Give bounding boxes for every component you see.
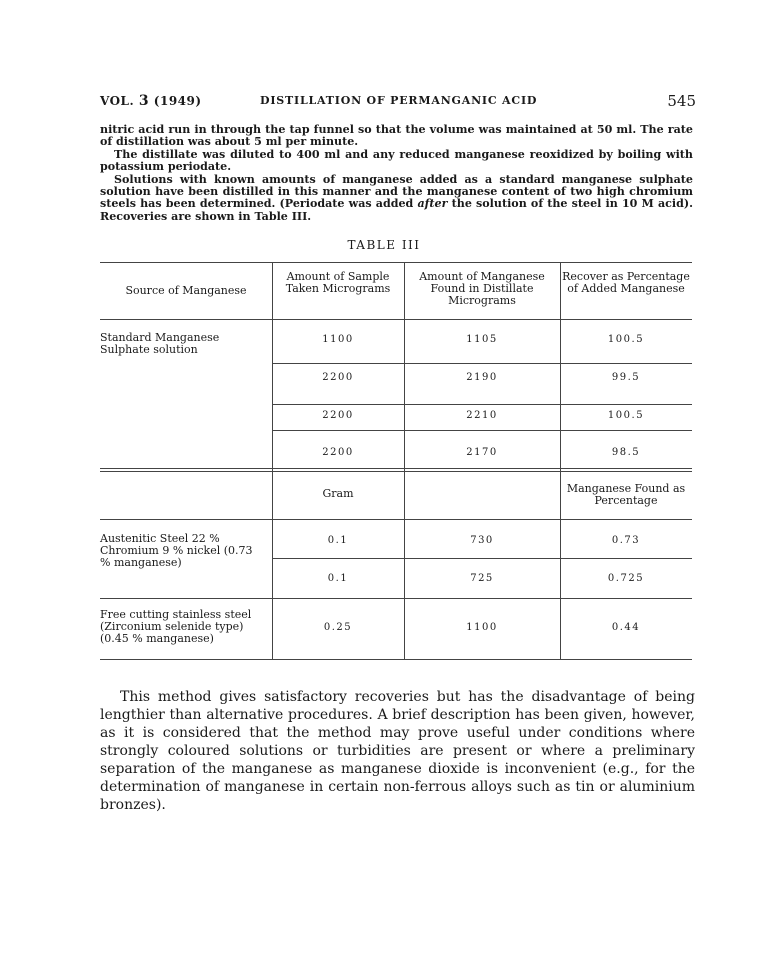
intro-paragraph-2: The distillate was diluted to 400 ml and any reduced manganese reoxidized by boiling with potassium periodate.: [100, 147, 693, 174]
table-cell: 100.5: [607, 410, 645, 421]
table-cell: 1100: [322, 334, 354, 345]
running-title: DISTILLATION OF PERMANGANIC ACID: [260, 94, 538, 107]
running-header: [100, 93, 696, 113]
table-cell: 2210: [466, 410, 498, 421]
column-header-found: Amount of Manganese Found in Distillate Micrograms: [419, 270, 545, 307]
intro-paragraph-1: nitric acid run in through the tap funnel so that the volume was maintained at 50 ml. The rate of distillation was about 5 ml per minute.: [100, 123, 693, 149]
table-cell: 1100: [466, 622, 498, 633]
row-rule: [272, 558, 692, 559]
header-bottom-rule: [100, 319, 692, 320]
year: (1949): [153, 94, 202, 108]
row-rule: [272, 363, 692, 364]
section-rule: [100, 468, 692, 469]
table-cell: 2190: [466, 372, 498, 383]
column-rule: [560, 262, 561, 659]
table-top-rule: [100, 262, 692, 263]
row-rule: [272, 430, 692, 431]
table-cell: 0.44: [611, 622, 641, 633]
subheader-bottom-rule: [100, 519, 692, 520]
column-header-taken: Amount of Sample Taken Micrograms: [285, 270, 391, 295]
subheader-gram: Gram: [322, 487, 354, 500]
table-cell: 0.725: [607, 573, 645, 584]
table-cell: 0.1: [327, 535, 349, 546]
source-cell: Austenitic Steel 22 % Chromium 9 % nickel (0.73 % manganese): [100, 532, 253, 569]
intro-text: [100, 124, 693, 223]
table-cell: 1105: [466, 334, 498, 345]
column-rule: [272, 262, 273, 659]
table-cell: 99.5: [611, 372, 641, 383]
page-number: 545: [667, 92, 696, 110]
body-paragraph: [100, 688, 695, 814]
table-cell: 98.5: [611, 447, 641, 458]
row-rule: [272, 404, 692, 405]
table-cell: 0.1: [327, 573, 349, 584]
table-cell: 2200: [322, 447, 354, 458]
section-rule: [100, 471, 692, 472]
table-cell: 0.73: [611, 535, 641, 546]
table-cell: 2200: [322, 372, 354, 383]
column-header-recovery: Recover as Percentage of Added Manganese: [562, 270, 690, 295]
table-caption: TABLE III: [347, 238, 421, 252]
intro-p3-end: the solution of the steel in 10 M acid). Recoveries are shown in Table III.: [100, 197, 693, 223]
section-rule: [100, 598, 692, 599]
closing-paragraph: This method gives satisfactory recoveries but has the disadvantage of being lengthier than alternative procedures. A brief description has been given, however, as it is considered that the method may prove useful under conditions where strongly coloured solutions or turbidities are present or where a preliminary separation of the manganese as manganese dioxide is inconvenient (e.g., for the determination of manganese in certain non-ferrous alloys such as tin or aluminium bronzes).: [100, 689, 695, 813]
intro-p3-emphasis: after: [417, 197, 448, 211]
table-bottom-rule: [100, 659, 692, 660]
table-cell: 725: [470, 573, 494, 584]
table-cell: 2170: [466, 447, 498, 458]
intro-p3-start: Solutions with known amounts of manganese added as a standard manganese sulphate solution have been distilled in this manner and the manganese content of two high chromium steels has been determined. (Periodate was added: [100, 172, 693, 211]
source-cell: Standard Manganese Sulphate solution: [100, 331, 220, 356]
intro-paragraph-3: [100, 174, 693, 224]
vol-text: VOL.: [100, 94, 135, 108]
column-header-source: Source of Manganese: [125, 284, 247, 297]
subheader-recovery: Manganese Found as Percentage: [566, 482, 686, 507]
source-cell: Free cutting stainless steel (Zirconium selenide type) (0.45 % manganese): [100, 608, 252, 645]
table-cell: 730: [470, 535, 494, 546]
volume-label: [100, 93, 202, 109]
table-cell: 2200: [322, 410, 354, 421]
column-rule: [404, 262, 405, 659]
vol-number: 3: [138, 93, 150, 109]
table-cell: 0.25: [323, 622, 353, 633]
table-cell: 100.5: [607, 334, 645, 345]
